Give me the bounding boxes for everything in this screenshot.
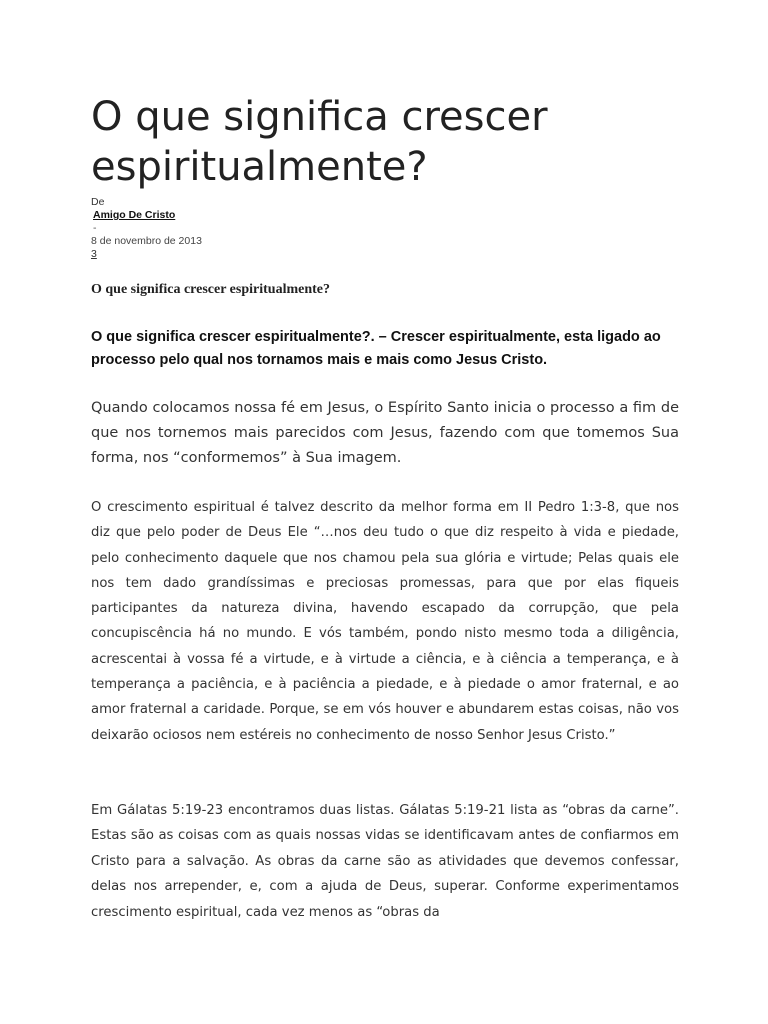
publish-date: 8 de novembro de 2013 bbox=[91, 235, 202, 247]
author-link[interactable]: Amigo De Cristo bbox=[93, 209, 176, 221]
body-paragraph: Em Gálatas 5:19-23 encontramos duas listas. Gálatas 5:19-21 lista as “obras da carne”. Estas são as coisas com as quais nossas vidas se identificavam antes de confiarmos em Cristo para a salvação. As obras da carne são as atividades que devemos confessar, delas nos arrepender, e, com a ajuda de Deus, superar. Conforme experimentamos crescimento espiritual, cada vez menos as “obras da bbox=[91, 803, 679, 920]
article-title: O que significa crescer espiritualmente? bbox=[91, 94, 548, 190]
meta-separator: - bbox=[93, 222, 97, 234]
comments-count-link[interactable]: 3 bbox=[91, 248, 97, 260]
body-paragraph: Quando colocamos nossa fé em Jesus, o Espírito Santo inicia o processo a fim de que nos tornemos mais parecidos com Jesus, fazendo com que tomemos Sua forma, nos “conformemos” à Sua imagem. bbox=[91, 400, 679, 466]
byline-prefix: De bbox=[91, 196, 105, 208]
article-meta bbox=[91, 196, 202, 261]
article-subtitle: O que significa crescer espiritualmente? bbox=[91, 282, 330, 297]
article-lead: O que significa crescer espiritualmente?. – Crescer espiritualmente, esta ligado ao processo pelo qual nos tornamos mais e mais como Jesus Cristo. bbox=[91, 329, 661, 368]
body-paragraph: O crescimento espiritual é talvez descrito da melhor forma em II Pedro 1:3-8, que nos diz que pelo poder de Deus Ele “…nos deu tudo o que diz respeito à vida e piedade, pelo conhecimento daquele que nos chamou pela sua glória e virtude; Pelas quais ele nos tem dado grandíssimas e preciosas promessas, para que por elas fiqueis participantes da natureza divina, havendo escapado da corrupção, que pela concupiscência há no mundo. E vós também, pondo nisto mesmo toda a diligência, acrescentai à vossa fé a virtude, e à virtude a ciência, e à ciência a temperança, e à temperança a paciência, e à paciência a piedade, e à piedade o amor fraternal, e ao amor fraternal a caridade. Porque, se em vós houver e abundarem estas coisas, não vos deixarão ociosos nem estéreis no conhecimento de nosso Senhor Jesus Cristo.” bbox=[91, 500, 679, 743]
